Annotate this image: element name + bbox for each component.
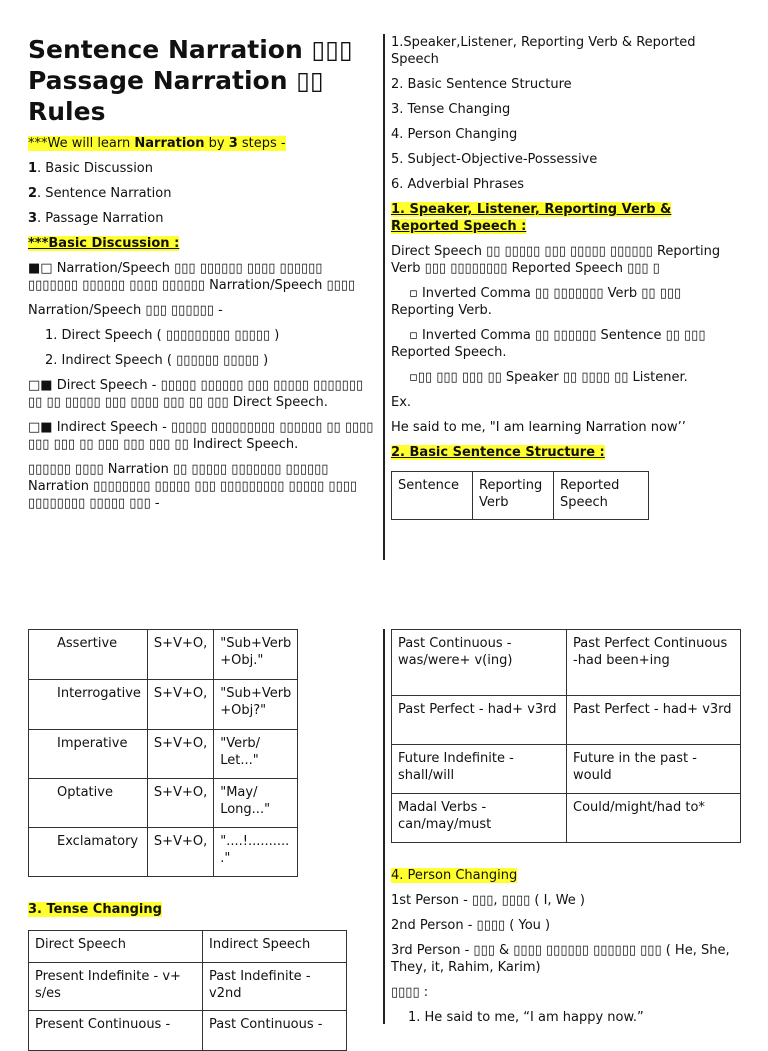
- table-row: [29, 828, 298, 877]
- table-cell: Past Continuous -: [203, 1011, 347, 1051]
- table-cell: Indirect Speech: [203, 931, 347, 963]
- outline-item: 1.Speaker,Listener, Reporting Verb & Reported Speech: [391, 35, 696, 67]
- table-cell: Madal Verbs - can/may/must: [392, 794, 567, 843]
- step-item: 3. Passage Narration: [28, 211, 164, 226]
- table-row: [29, 1011, 347, 1051]
- types-intro: Narration/Speech ▯▯▯ ▯▯▯▯▯▯ -: [28, 303, 223, 318]
- section1-heading: 1. Speaker, Listener, Reporting Verb & Reported Speech :: [391, 202, 672, 234]
- table-cell: Sentence: [392, 472, 473, 520]
- table-cell: "May/ Long...": [214, 779, 298, 828]
- outline-item: 2. Basic Sentence Structure: [391, 77, 572, 92]
- table-row: [29, 779, 298, 828]
- example-label: Ex.: [391, 395, 412, 410]
- table-row: [392, 696, 741, 745]
- column-divider: [383, 34, 385, 560]
- table-cell: "Sub+Verb +Obj?": [214, 680, 298, 730]
- table-row: [29, 630, 298, 680]
- table-cell: S+V+O,: [147, 779, 213, 828]
- table-cell: Present Indefinite - v+ s/es: [29, 963, 203, 1011]
- table-row: [392, 745, 741, 794]
- table-cell: Past Perfect - had+ v3rd: [567, 696, 741, 745]
- outline-item: 4. Person Changing: [391, 127, 518, 142]
- example-sentence: He said to me, "I am learning Narration now’’: [391, 420, 686, 435]
- table-cell: Past Continuous - was/were+ v(ing): [392, 630, 567, 696]
- table-cell: "....!.......... .": [214, 828, 298, 877]
- section1-bullet: ▫▯▯ ▯▯▯ ▯▯▯ ▯▯ Speaker ▯▯ ▯▯▯▯ ▯▯ Listener.: [409, 370, 688, 385]
- table-cell: Reporting Verb: [473, 472, 554, 520]
- table-cell: S+V+O,: [147, 630, 213, 680]
- direct-speech-definition: □■ Direct Speech - ▯▯▯▯▯ ▯▯▯▯▯▯ ▯▯▯ ▯▯▯▯▯ ▯▯▯▯▯▯▯ ▯▯ ▯▯ ▯▯▯▯▯ ▯▯▯ ▯▯▯▯ ▯▯▯ ▯▯ ▯▯▯ Direct Speech.: [28, 378, 364, 410]
- table-cell: S+V+O,: [147, 730, 213, 779]
- table-row: [392, 630, 741, 696]
- table-row: [392, 794, 741, 843]
- table-cell: Interrogative: [29, 680, 148, 730]
- type-item: 1. Direct Speech ( ▯▯▯▯▯▯▯▯▯ ▯▯▯▯▯ ): [45, 328, 280, 343]
- example-label: ▯▯▯▯ :: [391, 985, 429, 1000]
- section3-heading: 3. Tense Changing: [28, 902, 162, 917]
- right-column-bottom: [391, 629, 743, 1026]
- page-title: Sentence Narration ▯▯▯ Passage Narration ▯▯ Rules: [28, 35, 353, 126]
- table-cell: Optative: [29, 779, 148, 828]
- tense-table-left: [28, 930, 347, 1051]
- table-cell: Past Indefinite - v2nd: [203, 963, 347, 1011]
- example-item: 1. He said to me, “I am happy now.”: [408, 1010, 644, 1025]
- table-cell: S+V+O,: [147, 680, 213, 730]
- table-cell: Future Indefinite - shall/will: [392, 745, 567, 794]
- person-item: 1st Person - ▯▯▯, ▯▯▯▯ ( I, We ): [391, 893, 585, 908]
- section4-heading: 4. Person Changing: [391, 868, 518, 883]
- intro-line: ***We will learn Narration by 3 steps -: [28, 136, 286, 151]
- table-cell: Past Perfect - had+ v3rd: [392, 696, 567, 745]
- indirect-speech-definition: □■ Indirect Speech - ▯▯▯▯▯ ▯▯▯▯▯▯▯▯▯ ▯▯▯▯▯▯ ▯▯ ▯▯▯▯ ▯▯▯ ▯▯▯ ▯▯ ▯▯▯ ▯▯▯ ▯▯▯ ▯▯ Indirect Speech.: [28, 420, 374, 452]
- table-cell: Direct Speech: [29, 931, 203, 963]
- closing-paragraph: ▯▯▯▯▯▯ ▯▯▯▯ Narration ▯▯ ▯▯▯▯▯ ▯▯▯▯▯▯▯ ▯▯▯▯▯▯ Narration ▯▯▯▯▯▯▯▯ ▯▯▯▯▯ ▯▯▯ ▯▯▯▯▯▯▯▯▯ ▯▯▯▯▯ ▯▯▯▯ ▯▯▯▯▯▯▯▯ ▯▯▯▯▯ ▯▯▯ -: [28, 462, 358, 511]
- table-cell: Imperative: [29, 730, 148, 779]
- table-cell: Past Perfect Continuous -had been+ing: [567, 630, 741, 696]
- table-cell: "Verb/ Let...": [214, 730, 298, 779]
- table-cell: S+V+O,: [147, 828, 213, 877]
- structure-table: [391, 471, 649, 520]
- basic-discussion-heading: ***Basic Discussion :: [28, 236, 180, 251]
- person-item: 3rd Person - ▯▯▯ & ▯▯▯▯ ▯▯▯▯▯▯ ▯▯▯▯▯▯ ▯▯▯ ( He, She, They, it, Rahim, Karim): [391, 943, 730, 975]
- sentence-types-table: [28, 629, 298, 877]
- section1-bullet: ▫ Inverted Comma ▯▯ ▯▯▯▯▯▯ Sentence ▯▯ ▯▯▯ Reported Speech.: [391, 328, 706, 360]
- table-row: [29, 730, 298, 779]
- step-item: 2. Sentence Narration: [28, 186, 172, 201]
- table-cell: Future in the past - would: [567, 745, 741, 794]
- table-cell: "Sub+Verb +Obj.": [214, 630, 298, 680]
- outline-item: 3. Tense Changing: [391, 102, 511, 117]
- left-column-bottom: [28, 629, 376, 1051]
- table-cell: Could/might/had to*: [567, 794, 741, 843]
- section1-bullet: ▫ Inverted Comma ▯▯ ▯▯▯▯▯▯▯ Verb ▯▯ ▯▯▯ Reporting Verb.: [391, 286, 682, 318]
- outline-item: 5. Subject-Objective-Possessive: [391, 152, 598, 167]
- person-item: 2nd Person - ▯▯▯▯ ( You ): [391, 918, 551, 933]
- basic-paragraph: ■□ Narration/Speech ▯▯▯ ▯▯▯▯▯▯ ▯▯▯▯ ▯▯▯▯▯▯ ▯▯▯▯▯▯▯ ▯▯▯▯▯▯ ▯▯▯▯ ▯▯▯▯▯▯ Narration/Speech ▯▯▯▯: [28, 261, 356, 293]
- table-cell: Exclamatory: [29, 828, 148, 877]
- right-column-top: [391, 34, 741, 520]
- left-column-top: [28, 34, 376, 512]
- table-cell: Present Continuous -: [29, 1011, 203, 1051]
- tense-table-right: [391, 629, 741, 843]
- section1-paragraph: Direct Speech ▯▯ ▯▯▯▯▯ ▯▯▯ ▯▯▯▯▯ ▯▯▯▯▯▯ Reporting Verb ▯▯▯ ▯▯▯▯▯▯▯▯ Reported Speech ▯▯▯ ▯: [391, 244, 721, 276]
- table-row: [29, 963, 347, 1011]
- column-divider: [383, 629, 385, 1024]
- table-cell: Reported Speech: [554, 472, 649, 520]
- table-row: [29, 931, 347, 963]
- step-item: 1. Basic Discussion: [28, 161, 153, 176]
- outline-item: 6. Adverbial Phrases: [391, 177, 524, 192]
- table-row: [29, 680, 298, 730]
- table-cell: Assertive: [29, 630, 148, 680]
- type-item: 2. Indirect Speech ( ▯▯▯▯▯▯ ▯▯▯▯▯ ): [45, 353, 269, 368]
- section2-heading: 2. Basic Sentence Structure :: [391, 445, 605, 460]
- table-row: [392, 472, 649, 520]
